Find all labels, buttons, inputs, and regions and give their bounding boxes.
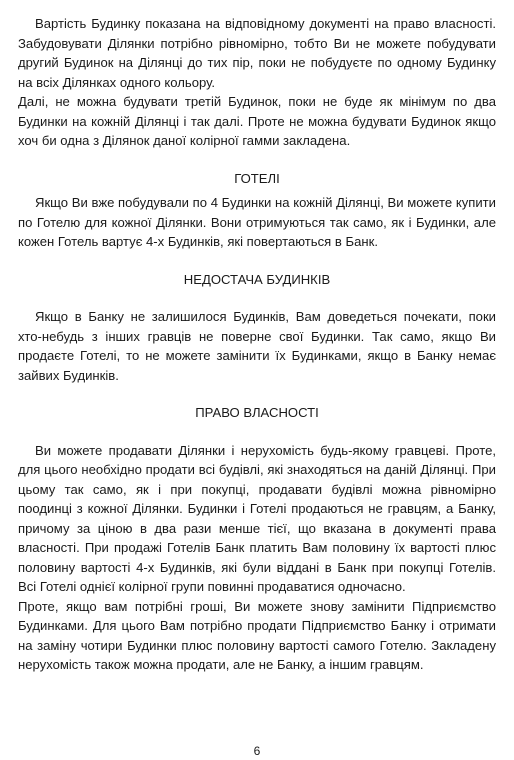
section-heading-hotels: ГОТЕЛІ xyxy=(234,170,280,186)
section-heading-property: ПРАВО ВЛАСНОСТІ xyxy=(195,405,319,420)
property-paragraph-1: Ви можете продавати Ділянки і нерухомість будь-якому гравцеві. Проте, для цього необхідно продати всі будівлі, які знаходяться на даній Ділянці. При цьому так само, як і при покупці, продавати будівлі можна рівномірно поодинці з кожної Ділянки. Будинки і Готелі продаються не гравцям, а Банку, причому за ціною в два рази менше тієї, що вказана в документі права власності. При продажі Готелів Банк платить Вам половину їх вартості плюс половину вартості 4-х Будинків, які були віддані в Банк при покупці Готелів. Всі Готелі однієї колірної групи повинні продаватися одночасно. xyxy=(18,442,496,594)
hotels-paragraph: Якщо Ви вже побудували по 4 Будинки на кожній Ділянці, Ви можете купити по Готелю для кожної Ділянки. Вони отримуються так само, як і Будинки, але кожен Готель вартує 4-х Будинків, які повертаються в Банк. xyxy=(18,195,496,249)
property-paragraph-2: Проте, якщо вам потрібні гроші, Ви можете знову замінити Підприємство Будинками. Для цього Вам потрібно продати Підприємство Банку і отримати на заміну чотири Будинки плюс половину вартості самого Готелю. Закладену нерухомість також можна продати, але не Банку, а іншим гравцям. xyxy=(18,598,496,672)
shortage-paragraph: Якщо в Банку не залишилося Будинків, Вам доведеться почекати, поки хто-небудь з інших гравців не поверне свої Будинки. Так само, якщо Ви продаєте Готелі, то не можете замінити їх Будинками, якщо в Банку немає зайвих Будинків. xyxy=(18,309,496,383)
section-heading-shortage: НЕДОСТАЧА БУДИНКІВ xyxy=(183,271,331,287)
intro-paragraph-1: Вартість Будинку показана на відповідному документі на право власності. Забудовувати Ділянки потрібно рівномірно, тобто Ви не можете побудувати другий Будинок на Ділянці до тих пір, поки не побудуєте по одному Будинку на всіх Ділянках одного кольору. xyxy=(18,16,496,90)
document-page xyxy=(18,14,496,675)
page-number: 6 xyxy=(253,744,261,758)
intro-paragraph-2: Далі, не можна будувати третій Будинок, поки не буде як мінімум по два Будинки на кожній Ділянці і так далі. Проте не можна будувати Будинок якщо хоч би одна з Ділянок даної колірної гамми закладена. xyxy=(18,94,496,148)
